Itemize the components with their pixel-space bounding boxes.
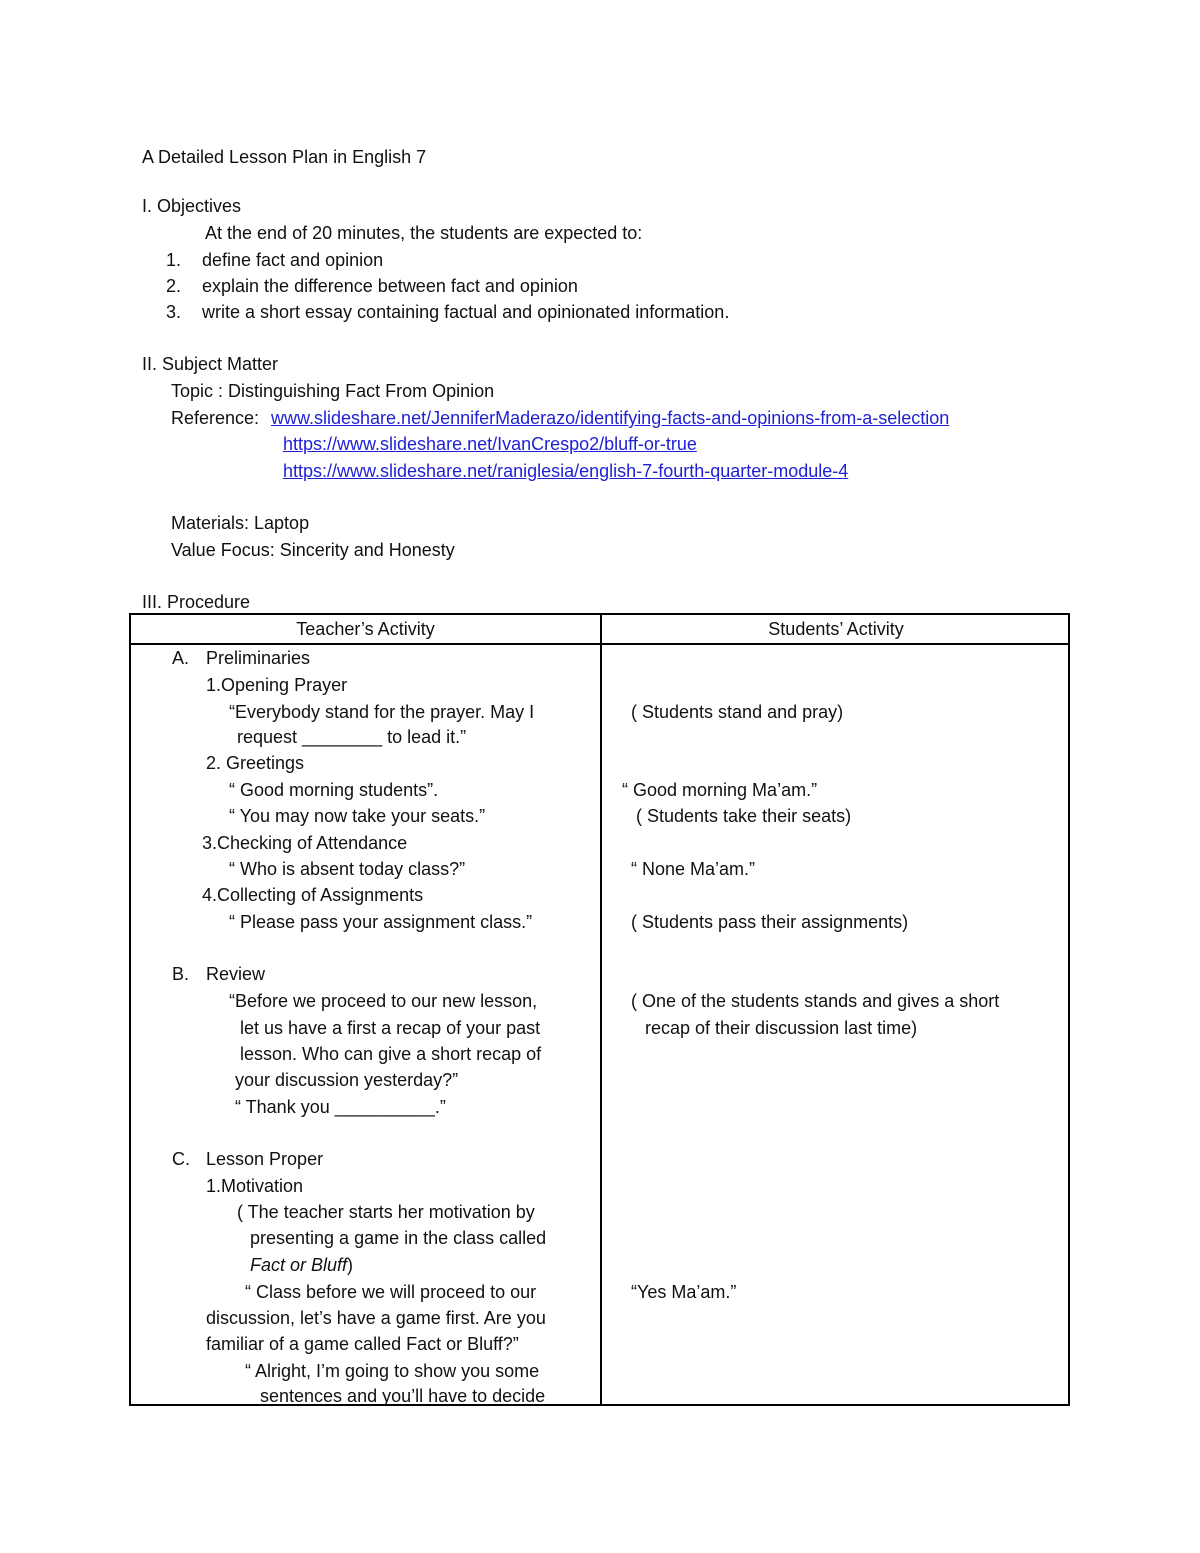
prayer-line-1: “Everybody stand for the prayer. May I — [229, 702, 535, 722]
motivation-line-5: discussion, let’s have a game first. Are you — [206, 1308, 546, 1328]
column-divider — [600, 615, 602, 1404]
assignments-label: 4.Collecting of Assignments — [202, 885, 424, 905]
objectives-intro: At the end of 20 minutes, the students are expected to: — [205, 223, 643, 243]
prayer-line-2: request ________ to lead it.” — [237, 727, 467, 747]
review-line-1: “Before we proceed to our new lesson, — [229, 991, 538, 1011]
objective-number-1: 1. — [166, 250, 182, 270]
objective-item-1: define fact and opinion — [202, 250, 384, 270]
document-title: A Detailed Lesson Plan in English 7 — [142, 147, 427, 167]
motivation-line-4: “ Class before we will proceed to our — [245, 1282, 537, 1302]
students-pass-assignments: ( Students pass their assignments) — [631, 912, 909, 932]
reference-label: Reference: — [171, 408, 260, 428]
value-focus-line: Value Focus: Sincerity and Honesty — [171, 540, 455, 560]
motivation-label: 1.Motivation — [206, 1176, 304, 1196]
motivation-line-3-close: ) — [347, 1255, 354, 1275]
students-greeting: “ Good morning Ma’am.” — [622, 780, 818, 800]
motivation-line-8: sentences and you’ll have to decide — [260, 1386, 546, 1406]
attendance-label: 3.Checking of Attendance — [202, 833, 408, 853]
greetings-label: 2. Greetings — [206, 753, 305, 773]
section-c-title: Lesson Proper — [206, 1149, 324, 1169]
game-name: Fact or Bluff — [250, 1255, 348, 1275]
motivation-line-1: ( The teacher starts her motivation by — [237, 1202, 535, 1222]
review-line-3: lesson. Who can give a short recap of — [240, 1044, 542, 1064]
students-prayer: ( Students stand and pray) — [631, 702, 844, 722]
attendance-question: “ Who is absent today class?” — [229, 859, 466, 879]
students-recap-line-1: ( One of the students stands and gives a short — [631, 991, 1000, 1011]
objective-item-2: explain the difference between fact and opinion — [202, 276, 578, 296]
reference-link-3[interactable]: https://www.slideshare.net/raniglesia/english-7-fourth-quarter-module-4 — [283, 461, 849, 481]
reference-link-2[interactable]: https://www.slideshare.net/IvanCrespo2/bluff-or-true — [283, 434, 697, 454]
motivation-line-3 — [250, 1254, 353, 1276]
objective-item-3: write a short essay containing factual and opinionated information. — [202, 302, 730, 322]
reference-link-1[interactable]: www.slideshare.net/JenniferMaderazo/identifying-facts-and-opinions-from-a-selection — [271, 408, 950, 428]
students-recap-line-2: recap of their discussion last time) — [645, 1018, 918, 1038]
header-rule — [131, 643, 1068, 645]
objective-number-2: 2. — [166, 276, 182, 296]
motivation-line-7: “ Alright, I’m going to show you some — [245, 1361, 540, 1381]
review-line-5: “ Thank you __________.” — [235, 1097, 446, 1117]
objectives-heading: I. Objectives — [142, 196, 242, 216]
review-line-4: your discussion yesterday?” — [235, 1070, 459, 1090]
section-c-letter: C. — [172, 1149, 190, 1169]
procedure-heading: III. Procedure — [142, 592, 251, 612]
greet-line-2: “ You may now take your seats.” — [229, 806, 486, 826]
motivation-line-2: presenting a game in the class called — [250, 1228, 547, 1248]
opening-prayer-label: 1.Opening Prayer — [206, 675, 348, 695]
subject-matter-heading: II. Subject Matter — [142, 354, 279, 374]
students-activity-header: Students’ Activity — [768, 619, 904, 639]
teacher-activity-header: Teacher’s Activity — [296, 619, 435, 639]
review-line-2: let us have a first a recap of your past — [240, 1018, 541, 1038]
topic-line: Topic : Distinguishing Fact From Opinion — [171, 381, 495, 401]
students-yes-maam: “Yes Ma’am.” — [631, 1282, 737, 1302]
section-b-letter: B. — [172, 964, 190, 984]
assignments-request: “ Please pass your assignment class.” — [229, 912, 533, 932]
greet-line-1: “ Good morning students”. — [229, 780, 439, 800]
students-take-seats: ( Students take their seats) — [636, 806, 852, 826]
materials-line: Materials: Laptop — [171, 513, 310, 533]
section-a-letter: A. — [172, 648, 190, 668]
section-b-title: Review — [206, 964, 266, 984]
section-a-title: Preliminaries — [206, 648, 311, 668]
students-none-absent: “ None Ma’am.” — [631, 859, 756, 879]
procedure-table — [129, 613, 1070, 1406]
objective-number-3: 3. — [166, 302, 182, 322]
motivation-line-6: familiar of a game called Fact or Bluff?” — [206, 1334, 519, 1354]
